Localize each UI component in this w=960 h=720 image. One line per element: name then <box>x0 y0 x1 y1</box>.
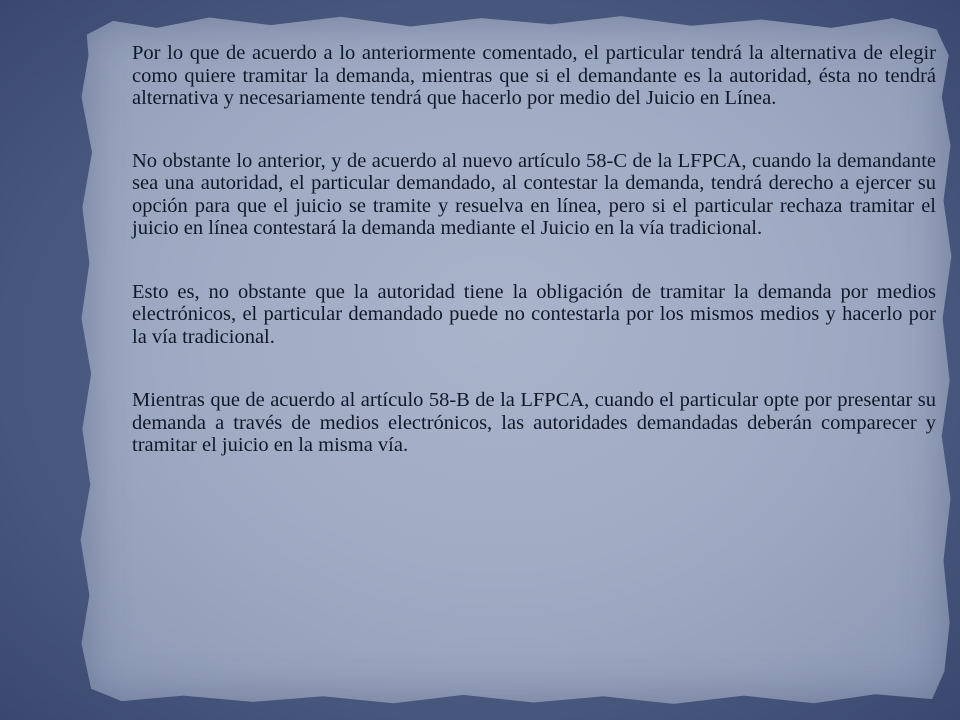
paragraph-3: Esto es, no obstante que la autoridad tiene la obligación de tramitar la demanda por medios electrónicos, el particular demandado puede no contestarla por los mismos medios y hacerlo por la vía tradicional. <box>132 280 936 348</box>
paragraph-4: Mientras que de acuerdo al artículo 58-B de la LFPCA, cuando el particular opte por presentar su demanda a través de medios electrónicos, las autoridades demandadas deberán comparecer y tramitar el juicio en la misma vía. <box>132 389 936 456</box>
paragraph-2: No obstante lo anterior, y de acuerdo al nuevo artículo 58-C de la LFPCA, cuando la demandante sea una autoridad, el particular demandado, al contestar la demanda, tendrá derecho a ejercer su opción para que el juicio se tramite y resuelva en línea, pero si el particular rechaza tramitar el juicio en línea contestará la demanda mediante el Juicio en la vía tradicional. <box>132 149 936 239</box>
slide-text-body <box>132 42 936 498</box>
paragraph-1: Por lo que de acuerdo a lo anteriormente comentado, el particular tendrá la alternativa de elegir como quiere tramitar la demanda, mientras que si el demandante es la autoridad, ésta no tendrá alternativa y necesariamente tendrá que hacerlo por medio del Juicio en Línea. <box>132 42 936 109</box>
